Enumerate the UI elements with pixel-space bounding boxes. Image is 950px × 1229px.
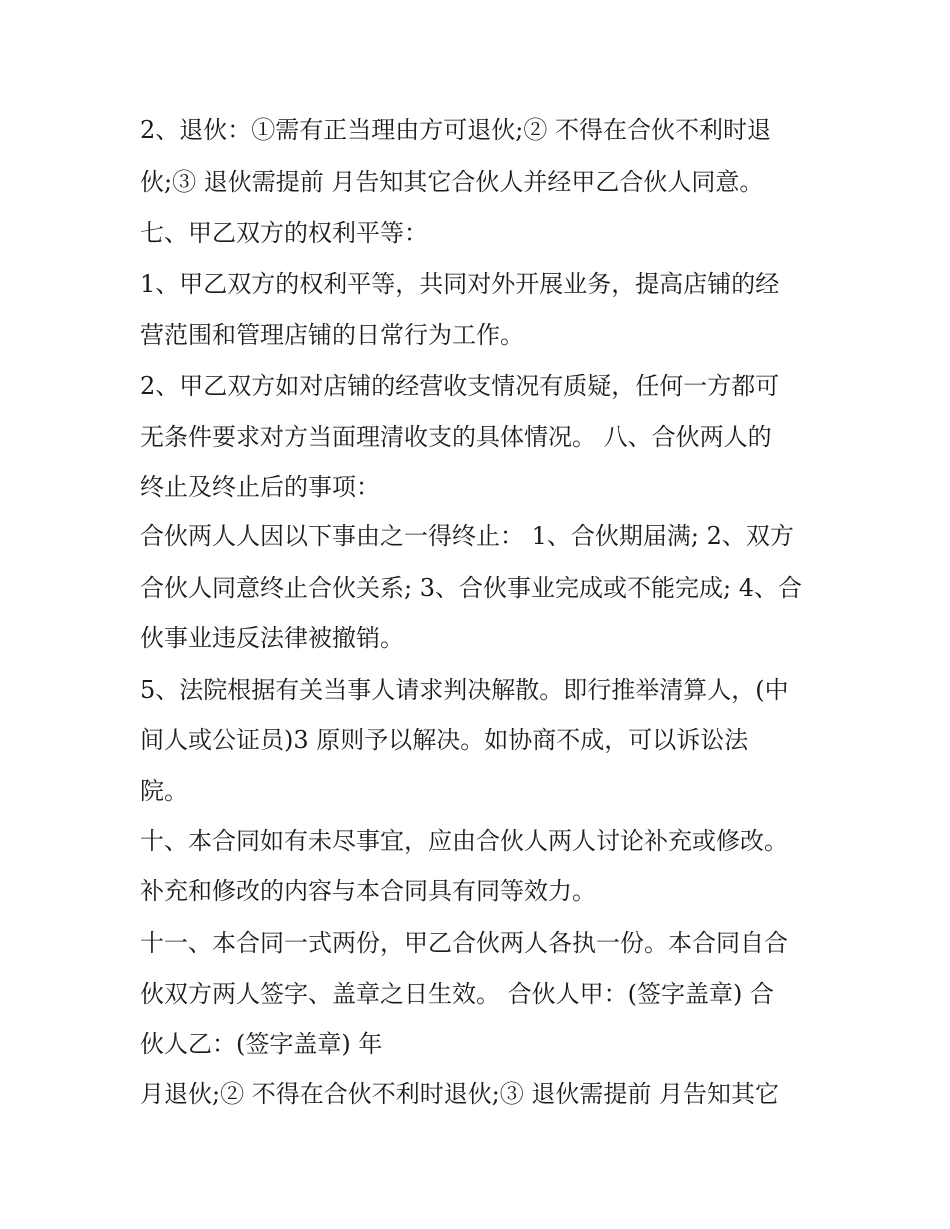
text-line: 合伙两人人因以下事由之一得终止： 1、合伙期届满; 2、双方 (140, 522, 794, 550)
text-line: 补充和修改的内容与本合同具有同等效力。 (140, 877, 596, 905)
section-heading: 七、甲乙双方的权利平等： (140, 219, 428, 247)
text-line: 月退伙;② 不得在合伙不利时退伙;③ 退伙需提前 月告知其它 (140, 1080, 780, 1108)
text-line: 十一、本合同一式两份，甲乙合伙两人各执一份。本合同自合 (140, 929, 788, 957)
text-line: 院。 (140, 777, 188, 805)
text-line: 营范围和管理店铺的日常行为工作。 (140, 321, 524, 349)
text-line: 间人或公证员)3 原则予以解决。如协商不成，可以诉讼法 (140, 726, 749, 754)
text-line: 无条件要求对方当面理清收支的具体情况。 八、合伙两人的 (140, 423, 772, 451)
text-line: 2、退伙：①需有正当理由方可退伙;② 不得在合伙不利时退 (140, 116, 771, 144)
text-line: 伙双方两人签字、盖章之日生效。 合伙人甲：(签字盖章) 合 (140, 980, 774, 1008)
text-line: 5、法院根据有关当事人请求判决解散。即行推举清算人，(中 (140, 676, 789, 704)
text-line: 伙人乙：(签字盖章) 年 (140, 1030, 383, 1058)
text-line: 合伙人同意终止合伙关系; 3、合伙事业完成或不能完成; 4、合 (140, 574, 802, 602)
text-line: 伙事业违反法律被撤销。 (140, 624, 404, 652)
text-line: 2、甲乙双方如对店铺的经营收支情况有质疑，任何一方都可 (140, 372, 780, 400)
text-line: 1、甲乙双方的权利平等，共同对外开展业务，提高店铺的经 (140, 270, 780, 298)
text-line: 十、本合同如有未尽事宜，应由合伙人两人讨论补充或修改。 (140, 827, 788, 855)
text-line: 终止及终止后的事项： (140, 473, 380, 501)
text-line: 伙;③ 退伙需提前 月告知其它合伙人并经甲乙合伙人同意。 (140, 168, 764, 196)
